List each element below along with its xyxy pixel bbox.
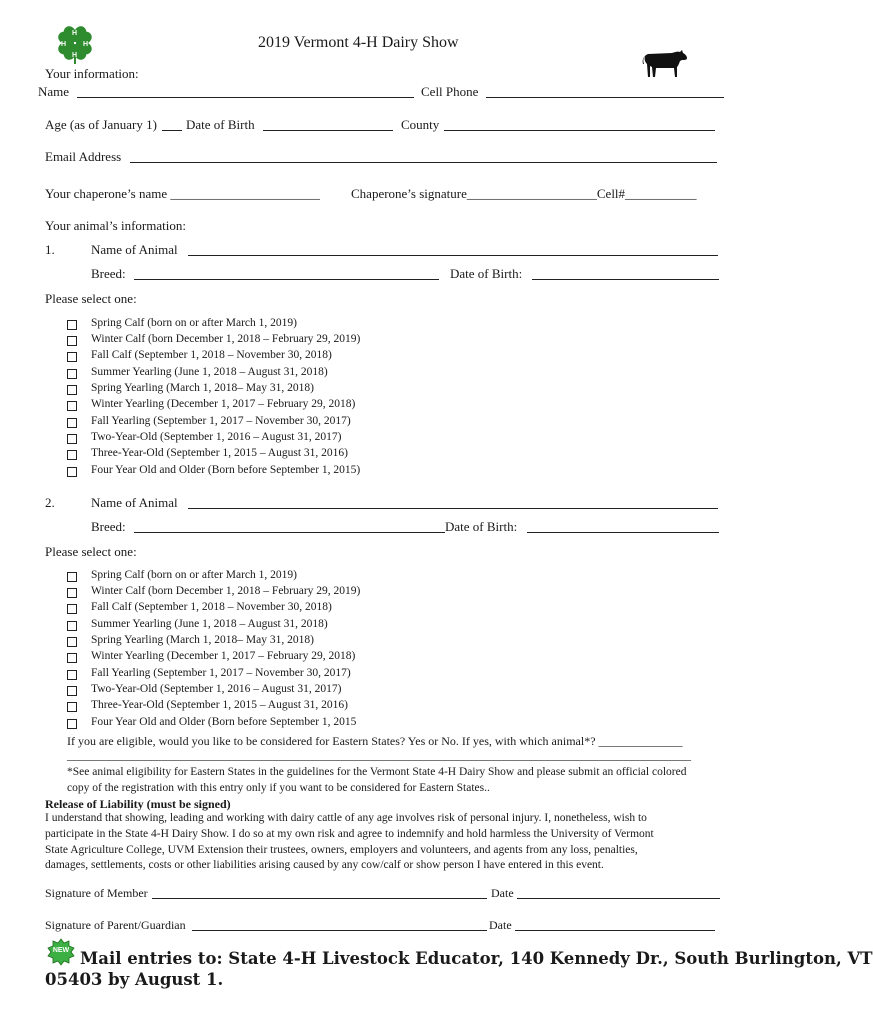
eastern-states-question[interactable]: If you are eligible, would you like to be considered for Eastern States? Yes or No. If yes, with which animal*? ______________ bbox=[67, 734, 683, 748]
checkbox[interactable] bbox=[67, 418, 77, 428]
member-date-label: Date bbox=[491, 886, 514, 900]
release-text-line: participate in the State 4-H Dairy Show. I do so at my own risk and agree to indemnify and hold harmless the University of Vermont bbox=[45, 828, 654, 840]
svg-text:H: H bbox=[72, 52, 78, 59]
option-label: Summer Yearling (June 1, 2018 – August 31, 2018) bbox=[91, 618, 328, 630]
new-badge-icon bbox=[47, 938, 75, 966]
checkbox[interactable] bbox=[67, 401, 77, 411]
animal-2-dob-label: Date of Birth: bbox=[445, 519, 518, 534]
animal-2-dob-field[interactable] bbox=[527, 532, 719, 533]
option-label: Winter Yearling (December 1, 2017 – February 29, 2018) bbox=[91, 650, 356, 662]
option-label: Three-Year-Old (September 1, 2015 – August 31, 2016) bbox=[91, 447, 348, 459]
animal-1-number: 1. bbox=[45, 242, 55, 257]
release-text-line: State Agriculture College, UVM Extension their trustees, owners, employers and volunteers, and agents from any loss, penalties, bbox=[45, 844, 638, 856]
chaperone-signature-field[interactable]: Chaperone’s signature____________________Cell#___________ bbox=[351, 186, 697, 201]
mail-instructions-line-2: 05403 by August 1. bbox=[45, 970, 224, 989]
age-label: Age (as of January 1) bbox=[45, 117, 157, 132]
checkbox[interactable] bbox=[67, 653, 77, 663]
option-label: Fall Calf (September 1, 2018 – November 30, 2018) bbox=[91, 349, 332, 361]
dob-label: Date of Birth bbox=[186, 117, 255, 132]
animal-1-name-field[interactable] bbox=[188, 255, 718, 256]
svg-text:H: H bbox=[72, 30, 78, 37]
checkbox[interactable] bbox=[67, 670, 77, 680]
cow-icon bbox=[642, 46, 688, 80]
animal-1-breed-label: Breed: bbox=[91, 266, 126, 281]
page-title: 2019 Vermont 4-H Dairy Show bbox=[258, 34, 459, 51]
animal-1-select-label: Please select one: bbox=[45, 291, 137, 306]
parent-date-field[interactable] bbox=[515, 930, 715, 931]
checkbox[interactable] bbox=[67, 588, 77, 598]
animal-1-breed-field[interactable] bbox=[134, 279, 439, 280]
option-label: Spring Calf (born on or after March 1, 2019) bbox=[91, 317, 297, 329]
svg-text:H: H bbox=[83, 41, 89, 48]
eastern-states-note-2: copy of the registration with this entry only if you want to be considered for Eastern States.. bbox=[67, 782, 490, 794]
option-label: Spring Yearling (March 1, 2018– May 31, 2018) bbox=[91, 382, 314, 394]
cell-phone-field[interactable] bbox=[486, 97, 724, 98]
option-label: Spring Calf (born on or after March 1, 2019) bbox=[91, 569, 297, 581]
checkbox[interactable] bbox=[67, 686, 77, 696]
checkbox[interactable] bbox=[67, 467, 77, 477]
county-field[interactable] bbox=[444, 130, 715, 131]
member-signature-label: Signature of Member bbox=[45, 886, 148, 900]
option-label: Winter Calf (born December 1, 2018 – February 29, 2019) bbox=[91, 585, 361, 597]
option-label: Two-Year-Old (September 1, 2016 – August 31, 2017) bbox=[91, 683, 342, 695]
animal-2-select-label: Please select one: bbox=[45, 544, 137, 559]
checkbox[interactable] bbox=[67, 450, 77, 460]
eastern-states-note-1: *See animal eligibility for Eastern States in the guidelines for the Vermont State 4-H Dairy Show and please submit an official colored bbox=[67, 766, 687, 778]
new-badge-text: NEW bbox=[52, 947, 70, 954]
member-date-field[interactable] bbox=[517, 898, 720, 899]
animal-2-number: 2. bbox=[45, 495, 55, 510]
option-label: Fall Calf (September 1, 2018 – November 30, 2018) bbox=[91, 601, 332, 613]
chaperone-name-field[interactable]: Your chaperone’s name _______________________ bbox=[45, 186, 320, 201]
checkbox[interactable] bbox=[67, 385, 77, 395]
age-field[interactable] bbox=[162, 130, 182, 131]
checkbox[interactable] bbox=[67, 434, 77, 444]
county-label: County bbox=[401, 117, 440, 132]
release-text-line: damages, settlements, costs or other liabilities arising caused by any cow/calf or show person I have entered in this event. bbox=[45, 859, 604, 871]
parent-date-label: Date bbox=[489, 918, 512, 932]
option-label: Four Year Old and Older (Born before September 1, 2015 bbox=[91, 716, 357, 728]
release-text-line: I understand that showing, leading and working with dairy cattle of any age involves risk of personal injury. I, nonetheless, wish to bbox=[45, 812, 647, 824]
email-label: Email Address bbox=[45, 149, 122, 164]
animal-2-name-field[interactable] bbox=[188, 508, 718, 509]
cell-phone-label: Cell Phone bbox=[421, 84, 479, 99]
checkbox[interactable] bbox=[67, 336, 77, 346]
option-label: Spring Yearling (March 1, 2018– May 31, 2018) bbox=[91, 634, 314, 646]
checkbox[interactable] bbox=[67, 320, 77, 330]
animal-1-name-label: Name of Animal bbox=[91, 242, 178, 257]
animal-2-breed-label: Breed: bbox=[91, 519, 126, 534]
animal-1-dob-field[interactable] bbox=[532, 279, 719, 280]
4h-logo-icon bbox=[52, 20, 98, 66]
svg-text:H: H bbox=[61, 41, 67, 48]
dob-field[interactable] bbox=[263, 130, 393, 131]
checkbox[interactable] bbox=[67, 621, 77, 631]
animal-2-breed-field[interactable] bbox=[134, 532, 445, 533]
checkbox[interactable] bbox=[67, 702, 77, 712]
checkbox[interactable] bbox=[67, 604, 77, 614]
checkbox[interactable] bbox=[67, 572, 77, 582]
name-label: Name bbox=[38, 84, 70, 99]
animal-2-name-label: Name of Animal bbox=[91, 495, 178, 510]
parent-signature-field[interactable] bbox=[192, 930, 487, 931]
checkbox[interactable] bbox=[67, 369, 77, 379]
parent-signature-label: Signature of Parent/Guardian bbox=[45, 918, 186, 932]
option-label: Three-Year-Old (September 1, 2015 – August 31, 2016) bbox=[91, 699, 348, 711]
option-label: Fall Yearling (September 1, 2017 – November 30, 2017) bbox=[91, 415, 351, 427]
checkbox[interactable] bbox=[67, 719, 77, 729]
option-label: Two-Year-Old (September 1, 2016 – August 31, 2017) bbox=[91, 431, 342, 443]
checkbox[interactable] bbox=[67, 637, 77, 647]
option-label: Summer Yearling (June 1, 2018 – August 31, 2018) bbox=[91, 366, 328, 378]
your-info-heading: Your information: bbox=[45, 66, 139, 81]
checkbox[interactable] bbox=[67, 352, 77, 362]
name-field[interactable] bbox=[77, 97, 414, 98]
release-heading: Release of Liability (must be signed) bbox=[45, 797, 231, 811]
option-label: Four Year Old and Older (Born before September 1, 2015) bbox=[91, 464, 361, 476]
eastern-states-underline[interactable]: ________________________________________________________________________________________________________ bbox=[67, 748, 691, 762]
mail-instructions-line-1: Mail entries to: State 4-H Livestock Educator, 140 Kennedy Dr., South Burlington, VT bbox=[80, 949, 873, 968]
option-label: Winter Yearling (December 1, 2017 – February 29, 2018) bbox=[91, 398, 356, 410]
option-label: Fall Yearling (September 1, 2017 – November 30, 2017) bbox=[91, 667, 351, 679]
animal-1-dob-label: Date of Birth: bbox=[450, 266, 523, 281]
member-signature-field[interactable] bbox=[152, 898, 487, 899]
animal-info-heading: Your animal’s information: bbox=[45, 218, 186, 233]
email-field[interactable] bbox=[130, 162, 717, 163]
option-label: Winter Calf (born December 1, 2018 – February 29, 2019) bbox=[91, 333, 361, 345]
